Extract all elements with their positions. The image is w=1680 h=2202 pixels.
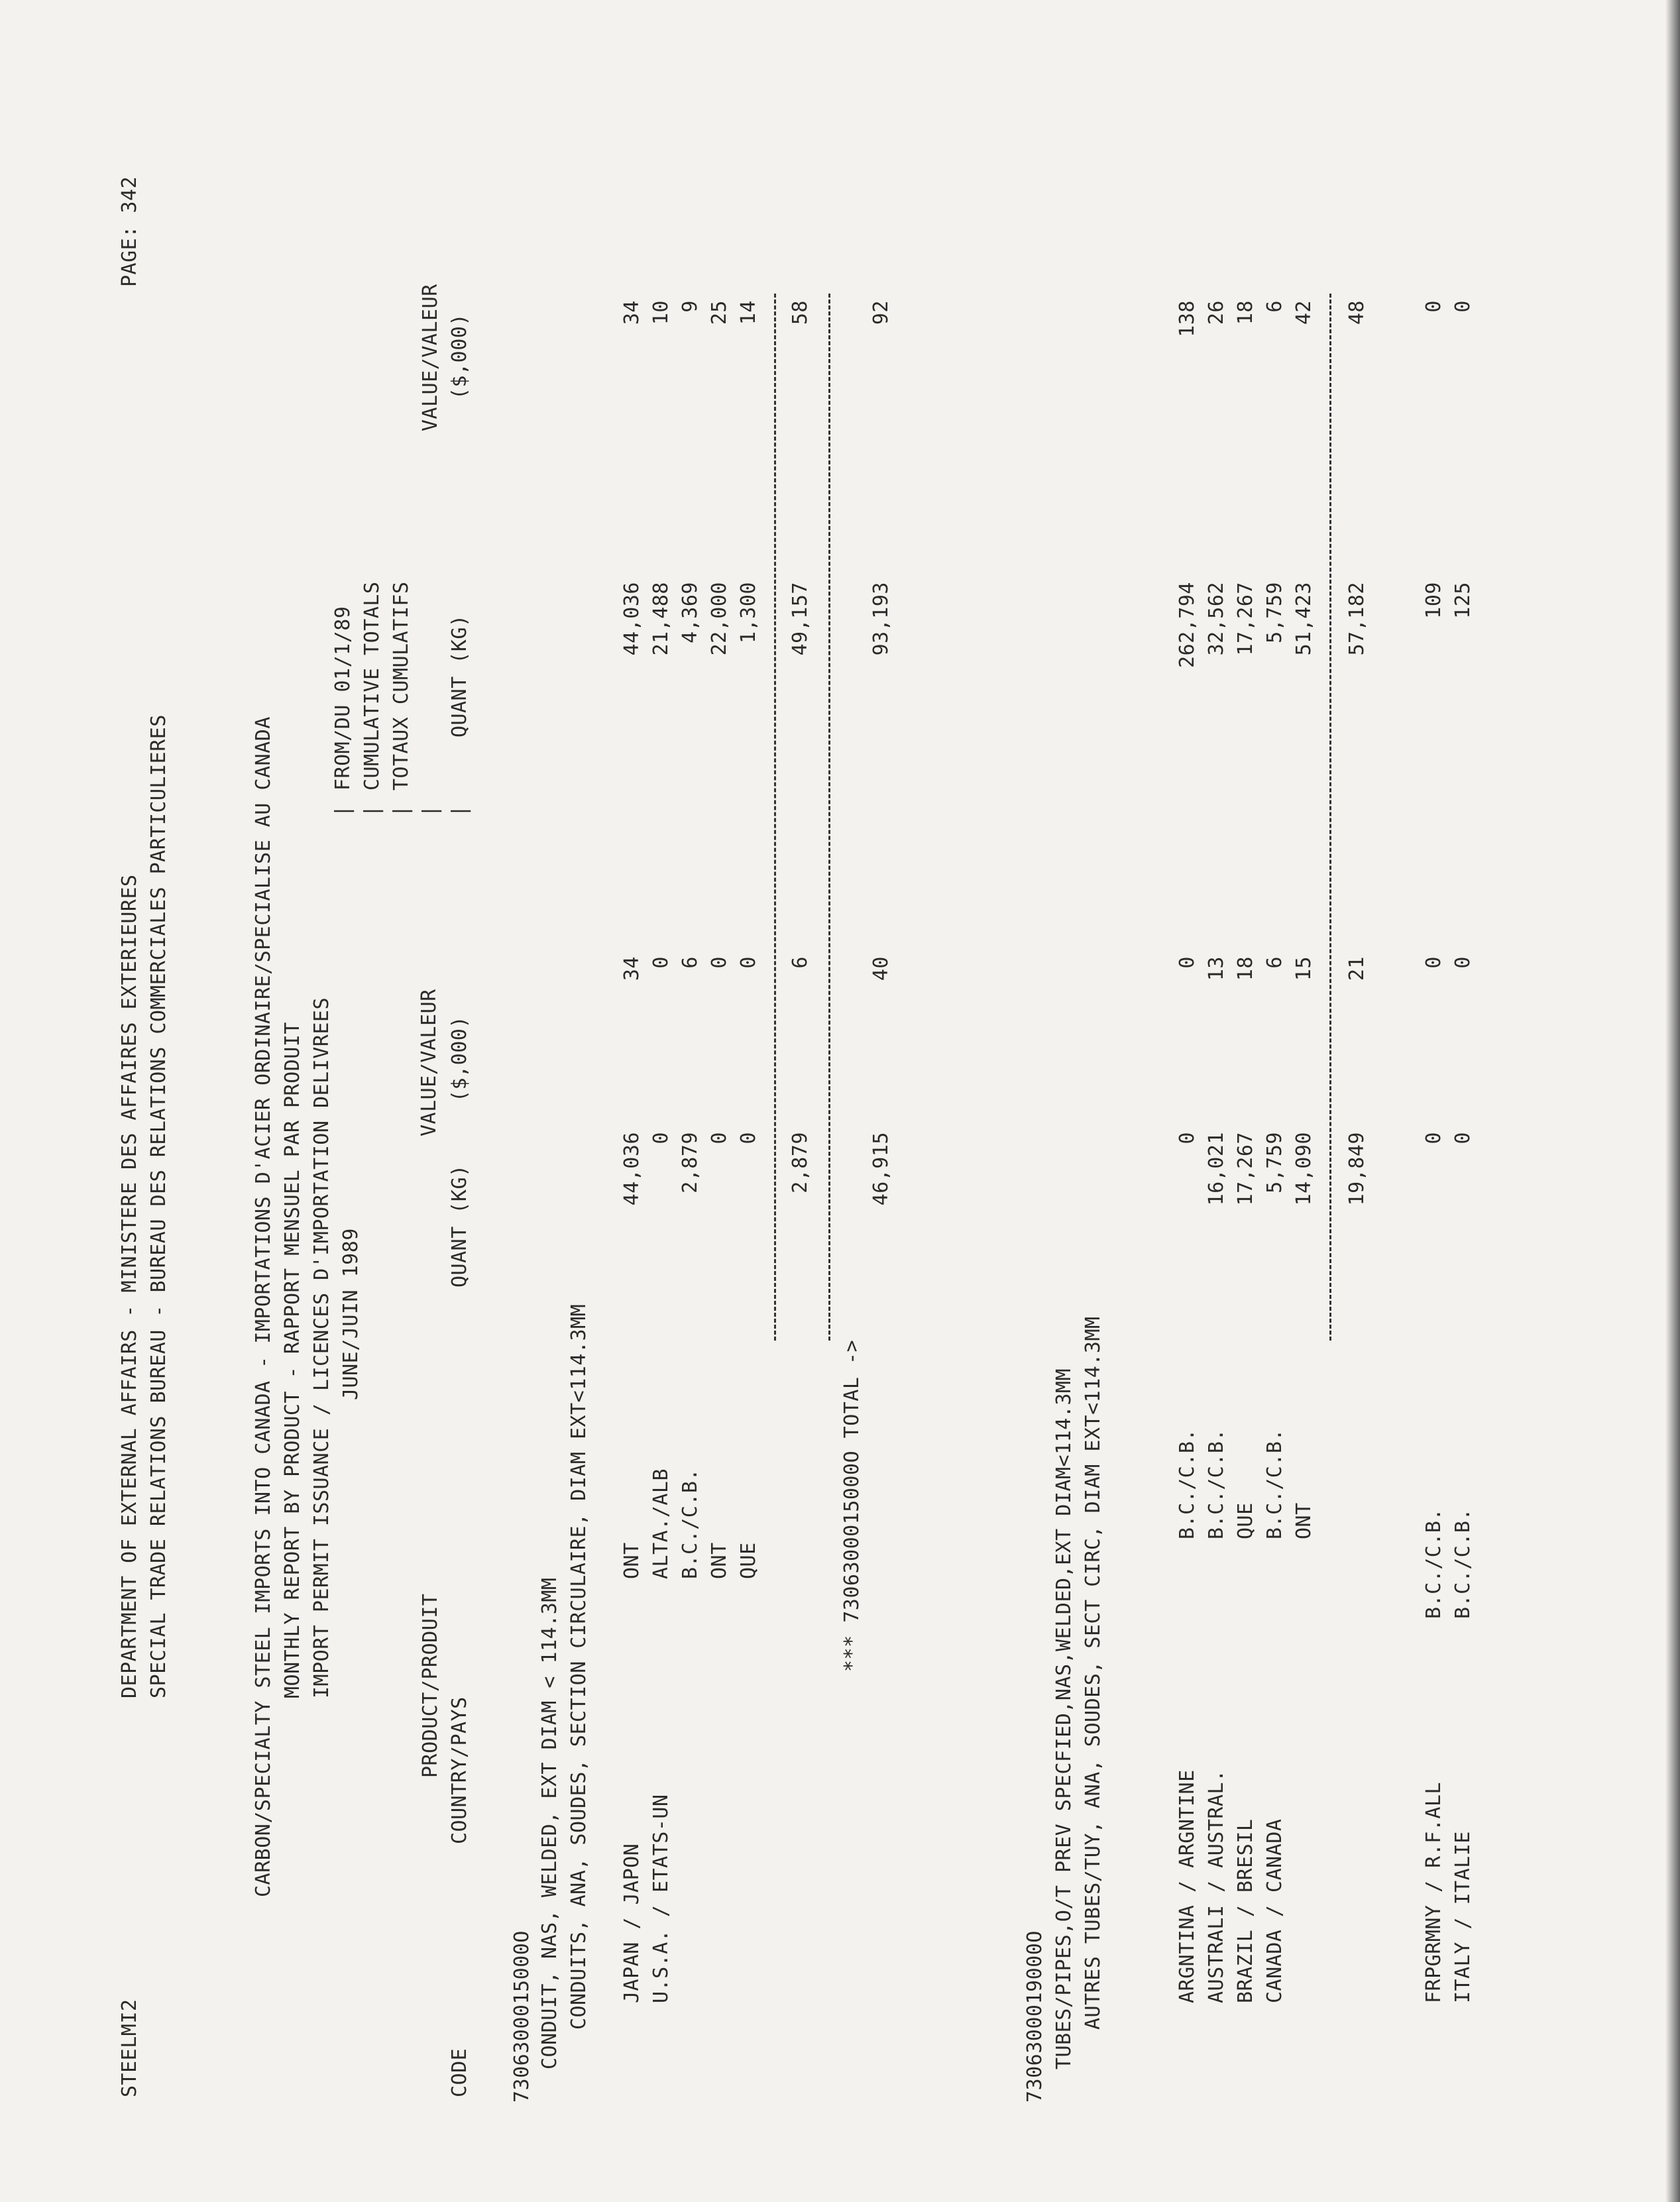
quant-cell: 0 [1422, 1132, 1445, 1144]
country-cell: ARGNTINA / ARGNTINE [1176, 1769, 1199, 2003]
country-cell: BRAZIL / BRESIL [1234, 1818, 1257, 2003]
value-cell: 18 [1234, 956, 1257, 981]
cum-value-cell: 0 [1422, 300, 1445, 313]
country-header: COUNTRY/PAYS [448, 1696, 471, 1844]
cum-quant-header: QUANT (KG) [448, 614, 471, 738]
cum-quant-cell: 125 [1451, 582, 1475, 619]
province-cell: QUE [1234, 1502, 1257, 1539]
column-separator: | [390, 804, 413, 817]
subtotal-quant: 2,879 [789, 1132, 812, 1193]
product-description-fr: AUTRES TUBES/TUY, ANA, SOUDES, SECT CIRC, DIAM EXT<114.3MM [1082, 1316, 1105, 2030]
cum-value-header: VALUE/VALEUR [419, 284, 442, 431]
cumulative-totals-label: CUMULATIVE TOTALS [361, 581, 384, 791]
cum-value-cell: 0 [1451, 300, 1475, 313]
value-cell: 6 [1263, 956, 1286, 969]
cum-quant-cell: 4,369 [679, 582, 702, 643]
value-header: VALUE/VALEUR [418, 989, 441, 1136]
cum-value-cell: 9 [679, 300, 702, 313]
cum-quant-cell: 109 [1422, 582, 1445, 619]
subtotal-value: 6 [789, 956, 812, 969]
value-cell: 13 [1205, 956, 1228, 981]
value-cell: 0 [1451, 956, 1475, 969]
value-cell: 0 [708, 956, 731, 969]
total-label: *** 7306300015000O TOTAL -> [840, 1339, 864, 1672]
cum-value-cell: 14 [737, 300, 760, 325]
subtotal-rule [774, 294, 776, 1341]
report-id: STEELMI2 [118, 1999, 141, 2097]
product-description-en: CONDUIT, NAS, WELDED, EXT DIAM < 114.3MM [538, 1577, 561, 2069]
province-cell: B.C./C.B. [1451, 1508, 1475, 1619]
province-cell: B.C./C.B. [1176, 1428, 1199, 1539]
quant-cell: 2,879 [679, 1132, 702, 1193]
report-subtitle: MONTHLY REPORT BY PRODUCT - RAPPORT MENSUEL PAR PRODUIT [281, 1022, 304, 1698]
country-cell: FRPGRMNY / R.F.ALL [1422, 1781, 1445, 2003]
product-header: PRODUCT/PRODUIT [419, 1593, 442, 1778]
quant-cell: 16,021 [1205, 1132, 1228, 1206]
product-description-fr: CONDUITS, ANA, SOUDES, SECTION CIRCULAIRE, DIAM EXT<114.3MM [567, 1303, 590, 2030]
cum-value-units-header: ($,000) [448, 313, 471, 400]
cum-value-cell: 34 [620, 300, 644, 325]
subtotal-cum-quant: 57,182 [1345, 582, 1369, 656]
quant-header: QUANT (KG) [448, 1164, 471, 1288]
total-quant: 46,915 [869, 1132, 893, 1206]
total-value: 40 [869, 956, 893, 981]
value-cell: 15 [1292, 956, 1316, 981]
quant-cell: 0 [1451, 1132, 1475, 1144]
subtotal-quant: 19,849 [1345, 1132, 1369, 1206]
column-separator: | [419, 804, 442, 817]
province-cell: QUE [737, 1542, 760, 1579]
quant-cell: 5,759 [1263, 1132, 1286, 1193]
subtotal-value: 21 [1345, 956, 1369, 981]
value-cell: 0 [737, 956, 760, 969]
quant-cell: 0 [737, 1132, 760, 1144]
province-cell: B.C./C.B. [1263, 1428, 1286, 1539]
value-cell: 34 [620, 956, 644, 981]
column-separator: | [448, 804, 471, 817]
subtotal-cum-value: 48 [1345, 300, 1369, 325]
cum-value-cell: 18 [1234, 300, 1257, 325]
department-line: DEPARTMENT OF EXTERNAL AFFAIRS - MINISTERE DES AFFAIRES EXTERIEURES [118, 874, 141, 1698]
cum-quant-cell: 44,036 [620, 582, 644, 656]
quant-cell: 0 [1176, 1132, 1199, 1144]
code-header: CODE [448, 2048, 471, 2097]
quant-cell: 17,267 [1234, 1132, 1257, 1206]
cum-quant-cell: 22,000 [708, 582, 731, 656]
subtotal-cum-value: 58 [789, 300, 812, 325]
cum-quant-cell: 1,300 [737, 582, 760, 643]
cum-quant-cell: 32,562 [1205, 582, 1228, 656]
total-rule [828, 294, 830, 1341]
province-cell: B.C./C.B. [1422, 1508, 1445, 1619]
value-cell: 0 [649, 956, 673, 969]
cum-quant-cell: 262,794 [1176, 582, 1199, 668]
report-month: JUNE/JUIN 1989 [339, 1228, 363, 1400]
province-cell: ALTA./ALB [649, 1468, 673, 1579]
cum-value-cell: 25 [708, 300, 731, 325]
column-separator: | [331, 804, 355, 817]
value-cell: 0 [1422, 956, 1445, 969]
total-cum-value: 92 [869, 300, 893, 325]
cumulative-totals-label-fr: TOTAUX CUMULATIFS [390, 581, 413, 791]
country-cell: U.S.A. / ETATS-UN [649, 1794, 673, 2003]
cum-value-cell: 10 [649, 300, 673, 325]
product-code: 7306300015000O [510, 1930, 533, 2103]
province-cell: ONT [620, 1542, 644, 1579]
quant-cell: 0 [708, 1132, 731, 1144]
value-cell: 0 [1176, 956, 1199, 969]
quant-cell: 14,090 [1292, 1132, 1316, 1206]
cum-quant-cell: 17,267 [1234, 582, 1257, 656]
quant-cell: 0 [649, 1132, 673, 1144]
product-code: 7306300019000O [1023, 1930, 1046, 2103]
page-number: PAGE: 342 [118, 176, 141, 287]
country-cell: JAPAN / JAPON [620, 1843, 644, 2003]
province-cell: B.C./C.B. [679, 1468, 702, 1579]
cum-value-cell: 26 [1205, 300, 1228, 325]
value-cell: 6 [679, 956, 702, 969]
total-cum-quant: 93,193 [869, 582, 893, 656]
quant-cell: 44,036 [620, 1132, 644, 1206]
product-description-en: TUBES/PIPES,O/T PREV SPECFIED,NAS,WELDED,EXT DIAM<114.3MM [1052, 1368, 1076, 2069]
cumulative-from-date: FROM/DU 01/1/89 [331, 606, 355, 791]
country-cell: ITALY / ITALIE [1451, 1831, 1475, 2003]
cum-value-cell: 42 [1292, 300, 1316, 325]
cum-value-cell: 138 [1176, 300, 1199, 337]
province-cell: ONT [708, 1542, 731, 1579]
country-cell: AUSTRALI / AUSTRAL. [1205, 1769, 1228, 2003]
subtotal-rule [1329, 294, 1331, 1341]
report-permit-line: IMPORT PERMIT ISSUANCE / LICENCES D'IMPORTATION DELIVREES [310, 997, 333, 1698]
province-cell: ONT [1292, 1502, 1316, 1539]
cum-quant-cell: 5,759 [1263, 582, 1286, 643]
bureau-line: SPECIAL TRADE RELATIONS BUREAU - BUREAU DES RELATIONS COMMERCIALES PARTICULIERES [147, 714, 170, 1698]
cum-value-cell: 6 [1263, 300, 1286, 313]
country-cell: CANADA / CANADA [1263, 1818, 1286, 2003]
cum-quant-cell: 51,423 [1292, 582, 1316, 656]
column-separator: | [361, 804, 384, 817]
cum-quant-cell: 21,488 [649, 582, 673, 656]
province-cell: B.C./C.B. [1205, 1428, 1228, 1539]
report-title: CARBON/SPECIALTY STEEL IMPORTS INTO CANADA - IMPORTATIONS D'ACIER ORDINAIRE/SPECIALISE AU CANADA [252, 716, 275, 1897]
value-units-header: ($,000) [448, 1016, 471, 1102]
subtotal-cum-quant: 49,157 [789, 582, 812, 656]
